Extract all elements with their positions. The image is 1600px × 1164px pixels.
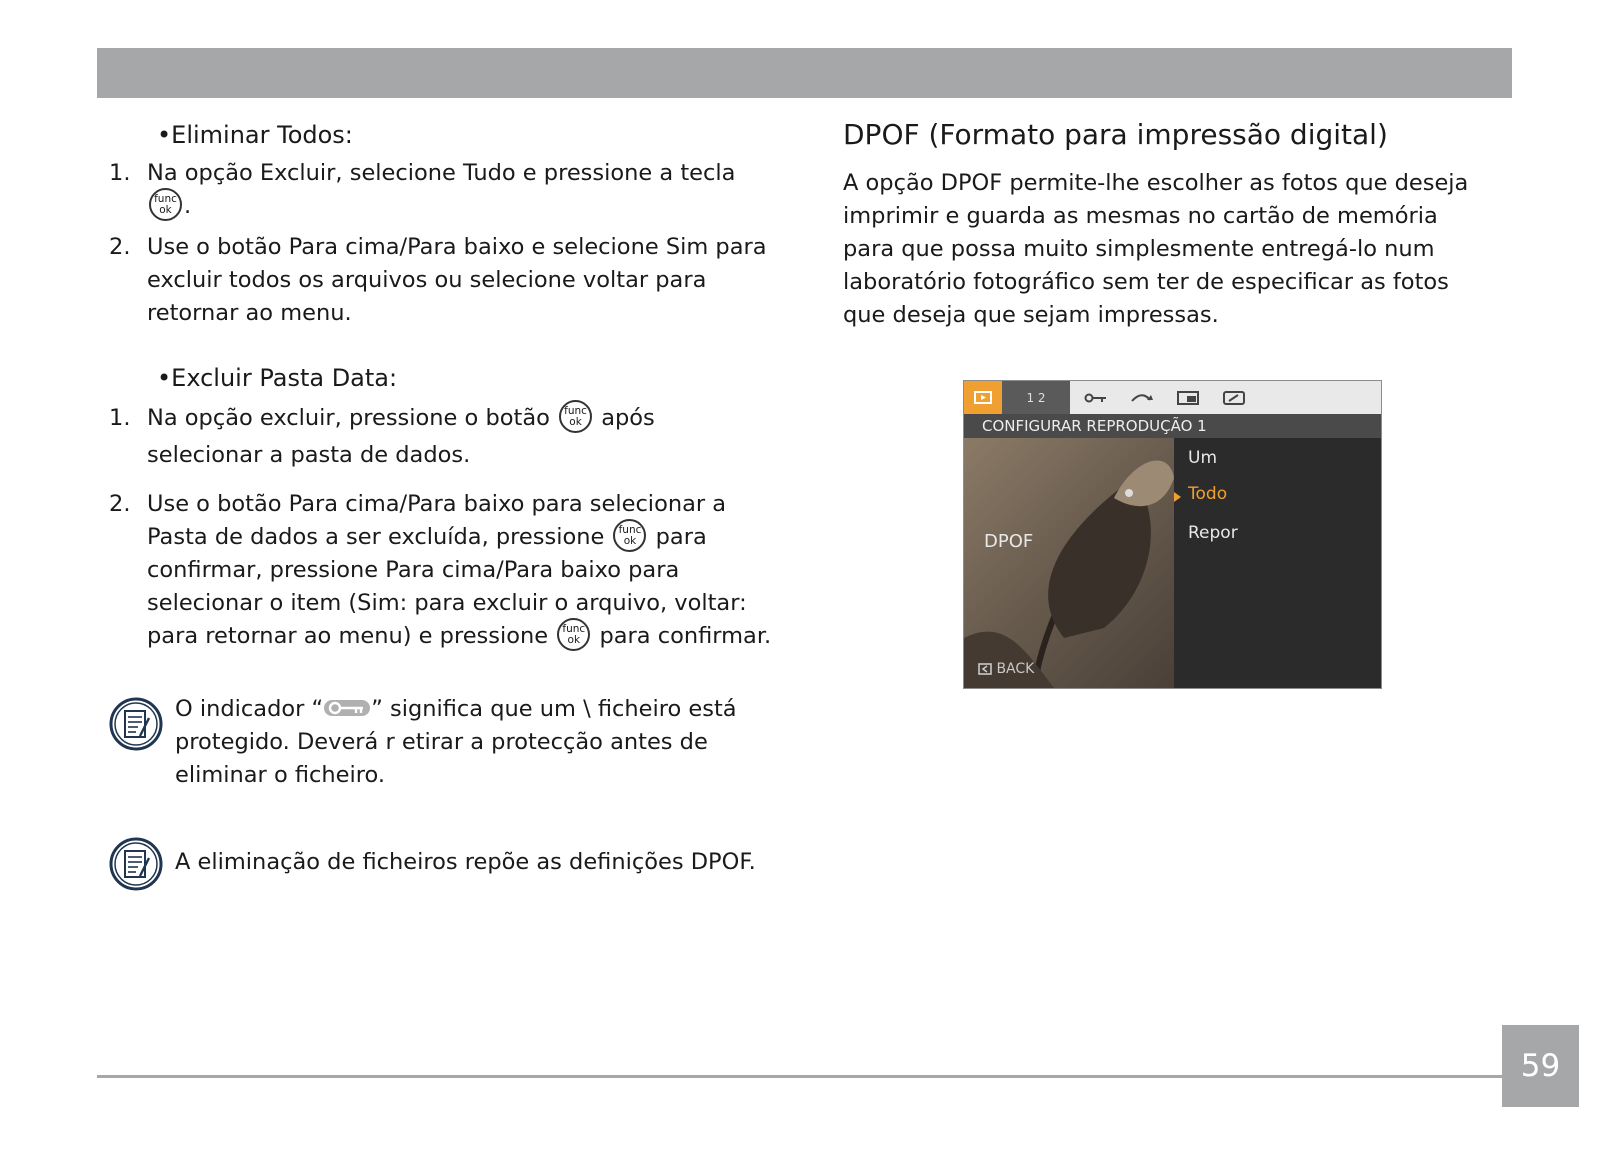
step — [105, 488, 775, 653]
steps-delete-all — [105, 157, 775, 330]
step-number: 2. — [109, 234, 131, 260]
note-text: O indicador “ — [175, 696, 324, 722]
tab-page-numbers: 1 2 — [1002, 381, 1070, 414]
step-text: Use o botão Para cima/Para baixo e selecione Sim para excluir todos os arquivos ou selecione voltar para retornar ao menu. — [147, 234, 767, 326]
protect-key-icon — [323, 698, 371, 718]
func-ok-button-icon: func ok — [149, 188, 182, 221]
step-text-end: para confirmar. — [599, 623, 772, 649]
flower-silhouette-icon — [964, 438, 1174, 688]
step — [105, 400, 775, 474]
screen-option-list — [1174, 438, 1381, 688]
section-title-delete-all: •Eliminar Todos: — [157, 121, 353, 149]
section-heading-dpof: DPOF (Formato para impressão digital) — [843, 118, 1388, 151]
playback-tab-icon — [964, 381, 1002, 414]
note-icon — [108, 696, 164, 752]
screen-menu-title: CONFIGURAR REPRODUÇÃO 1 — [964, 414, 1381, 438]
right-column — [843, 115, 1483, 332]
step — [105, 157, 775, 223]
func-ok-button-icon: func ok — [559, 400, 592, 433]
note-protected — [105, 693, 775, 792]
step-text: Na opção Excluir, selecione Tudo e pressione a tecla — [147, 160, 736, 186]
step-number: 1. — [109, 160, 131, 186]
screen-tab-bar — [964, 381, 1381, 414]
flower-photo — [964, 438, 1174, 688]
left-column — [105, 115, 775, 879]
note-text-end: ” significa que um \ ficheiro está protegido. Deverá r etirar a protecção antes de eliminar o ficheiro. — [175, 696, 737, 788]
section-title-delete-date-folder: •Excluir Pasta Data: — [157, 364, 398, 392]
screen-option-all: Todo — [1188, 484, 1228, 504]
step-number: 1. — [109, 405, 131, 431]
page-number: 59 — [1502, 1025, 1579, 1107]
footer-line — [97, 1075, 1502, 1078]
screen-option-reset: Repor — [1188, 523, 1238, 543]
note-dpof-reset — [105, 846, 775, 879]
resize-tab-icon — [1168, 381, 1208, 414]
key-tab-icon — [1076, 381, 1116, 414]
back-icon — [978, 663, 992, 675]
func-ok-button-icon: func ok — [557, 618, 590, 651]
dpof-description: A opção DPOF permite-lhe escolher as fotos que deseja imprimir e guarda as mesmas no cartão de memória para que possa muito simplesmente entregá-lo num laboratório fotográfico sem ter de especificar as fotos que deseja que sejam impressas. — [843, 170, 1469, 328]
step-text: Na opção excluir, pressione o botão — [147, 405, 550, 431]
rotate-tab-icon — [1122, 381, 1162, 414]
step-text-mid: para confirmar, pressione Para cima/Para baixo para selecionar o item (Sim: para excluir o arquivo, voltar: para retornar ao menu) e pressione — [147, 524, 747, 649]
step-text-end: após selecionar a pasta de dados. — [147, 405, 655, 468]
steps-delete-date-folder — [105, 400, 775, 653]
step-text-end: . — [184, 193, 192, 219]
step — [105, 231, 775, 330]
slideshow-tab-icon — [1214, 381, 1254, 414]
header-bar — [97, 48, 1512, 98]
selection-arrow-icon — [1174, 492, 1181, 502]
screen-back-label: BACK — [978, 661, 1034, 677]
camera-screen-illustration — [963, 380, 1382, 689]
note-icon — [108, 836, 164, 892]
step-text: Use o botão Para cima/Para baixo para selecionar a Pasta de dados a ser excluída, pressione — [147, 491, 727, 550]
screen-dpof-label: DPOF — [984, 531, 1034, 552]
func-ok-button-icon: func ok — [613, 519, 646, 552]
note-text: A eliminação de ficheiros repõe as definições DPOF. — [175, 849, 756, 875]
screen-option-one: Um — [1188, 448, 1218, 468]
step-number: 2. — [109, 491, 131, 517]
